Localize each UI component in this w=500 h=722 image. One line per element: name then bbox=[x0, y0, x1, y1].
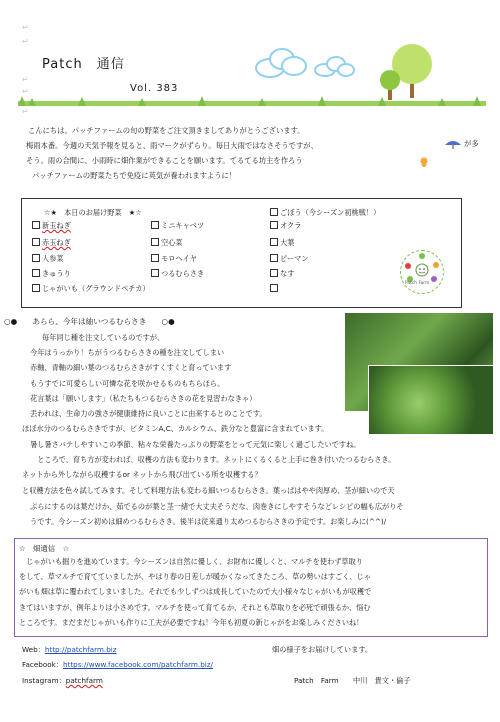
greeting-line: 梅雨本番。今週の天気予報を見ると、雨マークがずらり。毎日大雨ではなさそうですが、 bbox=[26, 141, 318, 150]
checkbox-icon bbox=[270, 221, 278, 229]
veg-item: モロヘイヤ bbox=[151, 254, 197, 264]
veg-item: 赤玉ねぎ bbox=[32, 238, 71, 248]
checkbox-icon bbox=[270, 208, 278, 216]
paragraph-mark: ↵ bbox=[22, 75, 29, 84]
field-news-line: ところです。まだまだじゃがいも作りに工夫が必要ですね！今年も初夏の新じゃがをお楽しみくださいね！ bbox=[19, 618, 364, 627]
greeting-line: こんにちは。パッチファームの旬の野菜をご注文頂きましてありがとうございます。 bbox=[28, 126, 305, 135]
field-news-line: をして、草マルチで育てていましたが、やはり春の日差しが暖かくなってきたころ、草の勢いはすごく、じゃ bbox=[19, 572, 371, 581]
spinach-line: 赤軸、青軸の細い葉のつるむらさきがすくすくと育っています bbox=[30, 363, 232, 372]
veg-item bbox=[270, 284, 280, 293]
cloud-illustration bbox=[250, 44, 360, 82]
newsletter-title: Patch 通信 bbox=[42, 57, 125, 72]
web-line bbox=[22, 645, 117, 655]
instagram-line bbox=[22, 676, 103, 686]
facebook-label: Facebook： bbox=[22, 660, 63, 669]
checkbox-icon bbox=[32, 284, 40, 292]
checkbox-icon bbox=[32, 269, 40, 277]
veg-item: じゃがいも（グラウンドペチカ） bbox=[32, 284, 150, 294]
paragraph-mark: ↵ bbox=[22, 87, 29, 96]
field-news-line: がいも畑は草に覆われてしまいました。それでも少しずつは成長していたので大小様々なじゃがいもが収穫で bbox=[19, 587, 372, 596]
paragraph-mark: ↵ bbox=[22, 37, 29, 46]
facebook-line bbox=[22, 660, 213, 670]
veg-item: なす bbox=[270, 269, 294, 279]
paragraph-mark: ↵ bbox=[22, 107, 29, 116]
veg-item: 人参菜 bbox=[32, 254, 64, 264]
spinach-line: ぷらにするのは葉だけか、茹でるのが葉と茎一緒で大丈夫そうだな、肉巻きにしやすそうなどレシピの幅も広がりそ bbox=[30, 502, 404, 511]
checkbox-icon bbox=[151, 269, 159, 277]
web-label: Web： bbox=[22, 645, 45, 654]
logo-text: Patch Farm bbox=[405, 281, 430, 286]
veg-item: ごぼう（今シーズン初桃戦！） bbox=[270, 208, 380, 218]
veg-item: オクラ bbox=[270, 221, 301, 231]
spinach-heading: ○● あらら、今年は紬いつるむらさき ○● bbox=[4, 317, 175, 326]
spinach-line: 花言葉は「願いします」（私たちもつるむらさきの花を見習わなきゃ） bbox=[30, 394, 257, 403]
checkbox-icon bbox=[270, 238, 278, 246]
checkbox-icon bbox=[151, 238, 159, 246]
instagram-label: Instagram： bbox=[22, 676, 66, 685]
veg-item: 新玉ねぎ bbox=[32, 221, 71, 231]
vegetable-wreath-icon bbox=[401, 251, 443, 293]
spinach-line: と収穫方法を色々試してみます。そして料理方法も変わる細いつるむらさき。葉っぱはやや肉厚め、茎が細いので天 bbox=[22, 486, 395, 495]
field-news-line: きてはいますが、例年よりは小さめです。マルチを使って育てるか、それとも草取りを必死で頑張るか、悩む bbox=[19, 603, 371, 612]
checkbox-icon bbox=[270, 284, 278, 292]
volume-number: Vol. 383 bbox=[130, 83, 179, 94]
paragraph-mark: ↵ bbox=[22, 23, 29, 32]
facebook-link[interactable]: https://www.facebook.com/patchfarm.biz/ bbox=[62, 660, 213, 669]
checkbox-icon bbox=[151, 254, 159, 262]
greeting-line: そう。雨の合間に、小雨時に畑作業ができることを願います。てるてる坊主を作ろう bbox=[26, 156, 303, 165]
footer-note: 畑の様子をお届けしています。 bbox=[272, 645, 373, 654]
spinach-line: ところで、育ち方が変われば、収穫の方法も変わります。ネットにくるくると上手に巻き付いたつるむらさき。 bbox=[30, 455, 396, 464]
teru-teru-bozu-icon bbox=[419, 157, 429, 167]
spinach-line: 今年はうっかり！ちがうつるむらさきの種を注文してしまい bbox=[30, 348, 225, 357]
greeting-line: パッチファームの野菜たちで免疫に英気が養われますように！ bbox=[32, 171, 237, 180]
spinach-closeup-photo bbox=[368, 365, 494, 435]
web-link[interactable]: http://patchfarm.biz bbox=[44, 645, 117, 654]
umbrella-icon bbox=[443, 139, 463, 149]
veg-item: きゅうり bbox=[32, 269, 71, 279]
checkbox-icon bbox=[32, 221, 40, 229]
spinach-line: 暑し暑さバテしやすいこの季節、粘々な栄養たっぷりの野菜をとって元気に楽しく過ごしたいですね。 bbox=[30, 440, 361, 449]
veg-item: つるむらさき bbox=[151, 269, 204, 279]
veg-item: ミニキャベツ bbox=[151, 221, 204, 231]
veg-item: 大葉 bbox=[270, 238, 294, 248]
checkbox-icon bbox=[32, 254, 40, 262]
grass-border bbox=[18, 92, 486, 110]
field-news-title: ☆ 畑通信 ☆ bbox=[19, 544, 70, 553]
delivery-box bbox=[21, 198, 462, 308]
spinach-line: うです。今シーズン初めは細めつるむらさき。後半は従来通り太めつるむらさきの予定です。お楽しみに(^^)/ bbox=[30, 517, 387, 526]
field-news-box bbox=[14, 538, 488, 637]
spinach-line: もうすでに可愛らしい可憐な花を咲かせるものもちらほら。 bbox=[30, 379, 225, 388]
veg-item: 空心菜 bbox=[151, 238, 183, 248]
instagram-handle: patchfarm bbox=[65, 676, 103, 685]
veg-item: ピーマン bbox=[270, 254, 308, 264]
patch-farm-logo bbox=[400, 250, 444, 294]
delivery-heading: ☆★ 本日のお届け野菜 ★☆ bbox=[44, 208, 142, 217]
checkbox-icon bbox=[270, 254, 278, 262]
checkbox-icon bbox=[151, 221, 159, 229]
greeting-tail: が多 bbox=[464, 139, 479, 148]
spinach-line: ほぼ水分のつるむらさきですが、ビタミンA,C、カルシウム、鉄分なと豊富に含まれています。 bbox=[22, 424, 329, 433]
spinach-line: 丢われは、生命力の強さが健康維持に良いことに由来するとのことです。 bbox=[30, 409, 267, 418]
checkbox-icon bbox=[32, 238, 40, 246]
spinach-line: ネットから外しながら収穫するor ネットから飛び出ている所を収穫する？ bbox=[22, 470, 262, 479]
signature: Patch Farm 中川 貴文・倫子 bbox=[294, 676, 411, 685]
spinach-line: 毎年同じ種を注文しているのですが、 bbox=[42, 333, 165, 342]
field-news-line: じゃがいも掘りを進めています。今シーズンは自然に優しく、お財布に優しくと、マルチを使わず草取り bbox=[19, 557, 363, 566]
checkbox-icon bbox=[270, 269, 278, 277]
